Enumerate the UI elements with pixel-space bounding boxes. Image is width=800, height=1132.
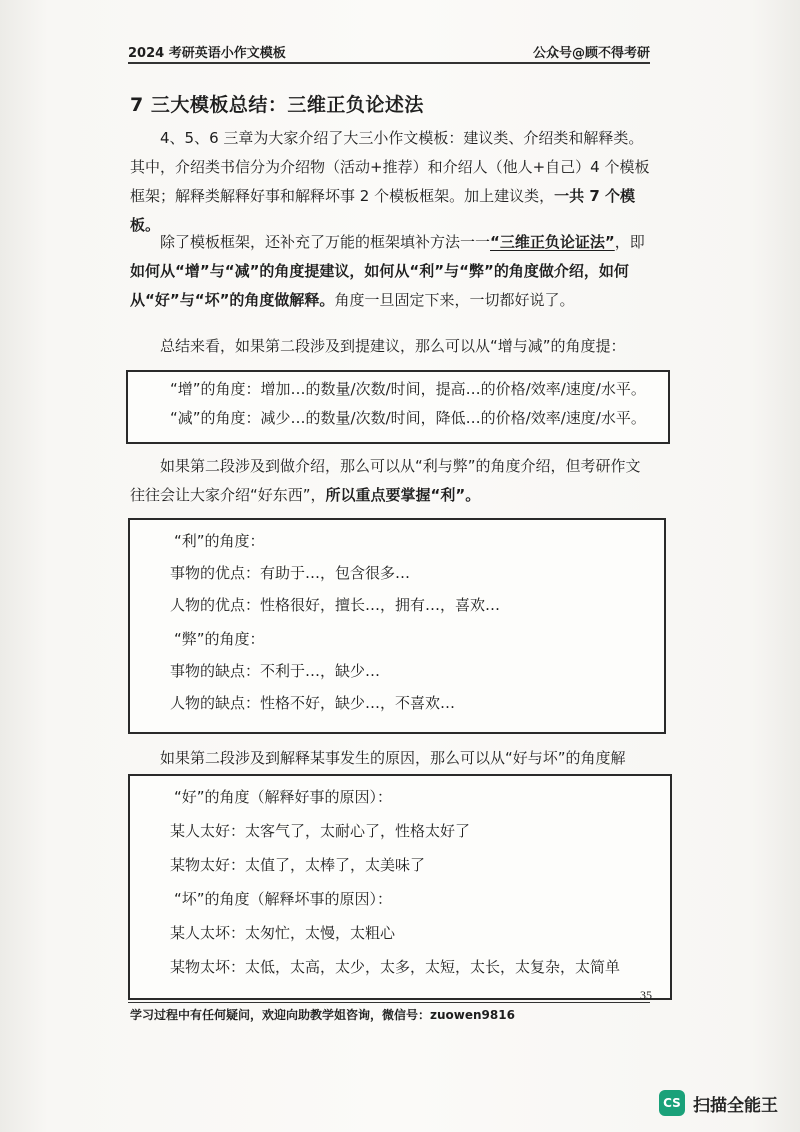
paragraph-4: [130, 452, 650, 510]
box3-line-5: 某人太坏：太匆忙，太慢，太粗心: [170, 924, 396, 942]
box3-line-1: “好”的角度（解释好事的原因）：: [174, 788, 393, 806]
box2-line-6: 人物的缺点：性格不好，缺少…，不喜欢…: [170, 694, 456, 712]
box-explanation: [128, 774, 672, 1000]
box-suggestion: [126, 370, 670, 444]
paragraph-3: [130, 332, 650, 361]
page-number: 35: [640, 988, 652, 1002]
box3-line-2: 某人太好：太客气了，太耐心了，性格太好了: [170, 822, 471, 840]
para2-text-b: ，即: [614, 233, 645, 251]
paragraph-1: [130, 124, 650, 240]
header-right: 公众号@顾不得考研: [532, 46, 650, 61]
box1-line-2: “减”的角度：减少…的数量/次数/时间，降低…的价格/效率/速度/水平。: [170, 409, 646, 427]
para4-bold: 所以重点要掌握“利”。: [325, 486, 481, 504]
para3-text: 总结来看，如果第二段涉及到提建议，那么可以从“增与减”的角度提：: [160, 337, 626, 355]
paragraph-2: [130, 228, 650, 315]
page-header: [128, 42, 650, 61]
box3-line-3: 某物太好：太值了，太棒了，太美味了: [170, 856, 426, 874]
box2-line-5: 事物的缺点：不利于…，缺少…: [170, 662, 381, 680]
para2-text-c: 角度一旦固定下来，一切都好说了。: [334, 291, 575, 309]
page-footer: 学习过程中有任何疑问，欢迎向助教学姐咨询，微信号：zuowen9816: [130, 1008, 515, 1022]
footer-rule: [128, 1002, 650, 1003]
header-rule: [128, 62, 650, 64]
watermark-text: 扫描全能王: [693, 1095, 778, 1116]
camscanner-logo-icon: CS: [659, 1090, 685, 1116]
box2-line-2: 事物的优点：有助于…，包含很多…: [170, 564, 411, 582]
para2-method-name: “三维正负论证法”: [490, 233, 615, 251]
box1-line-1: “增”的角度：增加…的数量/次数/时间，提高…的价格/效率/速度/水平。: [170, 380, 646, 398]
para2-bold: 如何从“增”与“减”的角度提建议，如何从“利”与“弊”的角度做介绍，如何从“好”与“坏”的角度做解释。: [130, 262, 629, 309]
para2-text-a: 除了模板框架，还补充了万能的框架填补方法一一: [160, 233, 491, 251]
section-title: 7 三大模板总结：三维正负论述法: [130, 94, 424, 116]
scanner-watermark: [659, 1090, 778, 1116]
box2-line-1: “利”的角度：: [174, 532, 265, 550]
box3-line-6: 某物太坏：太低，太高，太少，太多，太短，太长，太复杂，太简单: [170, 958, 621, 976]
para5-text: 如果第二段涉及到解释某事发生的原因，那么可以从“好与坏”的角度解: [160, 749, 626, 767]
box2-line-3: 人物的优点：性格很好，擅长…，拥有…，喜欢…: [170, 596, 501, 614]
para1-bold: 一共 7 个模板。: [130, 187, 635, 234]
para4-text: 如果第二段涉及到做介绍，那么可以从“利与弊”的角度介绍，但考研作文往往会让大家介绍“好东西”，: [130, 457, 641, 504]
header-left: 2024 考研英语小作文模板: [128, 46, 286, 61]
para1-text: 4、5、6 三章为大家介绍了大三小作文模板：建议类、介绍类和解释类。其中，介绍类书信分为介绍物（活动+推荐）和介绍人（他人+自己）4 个模板框架；解释类解释好事和解释坏事 2 个模板框架。加上建议类，: [130, 129, 650, 205]
box2-line-4: “弊”的角度：: [174, 630, 265, 648]
box-introduction: [128, 518, 666, 734]
box3-line-4: “坏”的角度（解释坏事的原因）：: [174, 890, 393, 908]
